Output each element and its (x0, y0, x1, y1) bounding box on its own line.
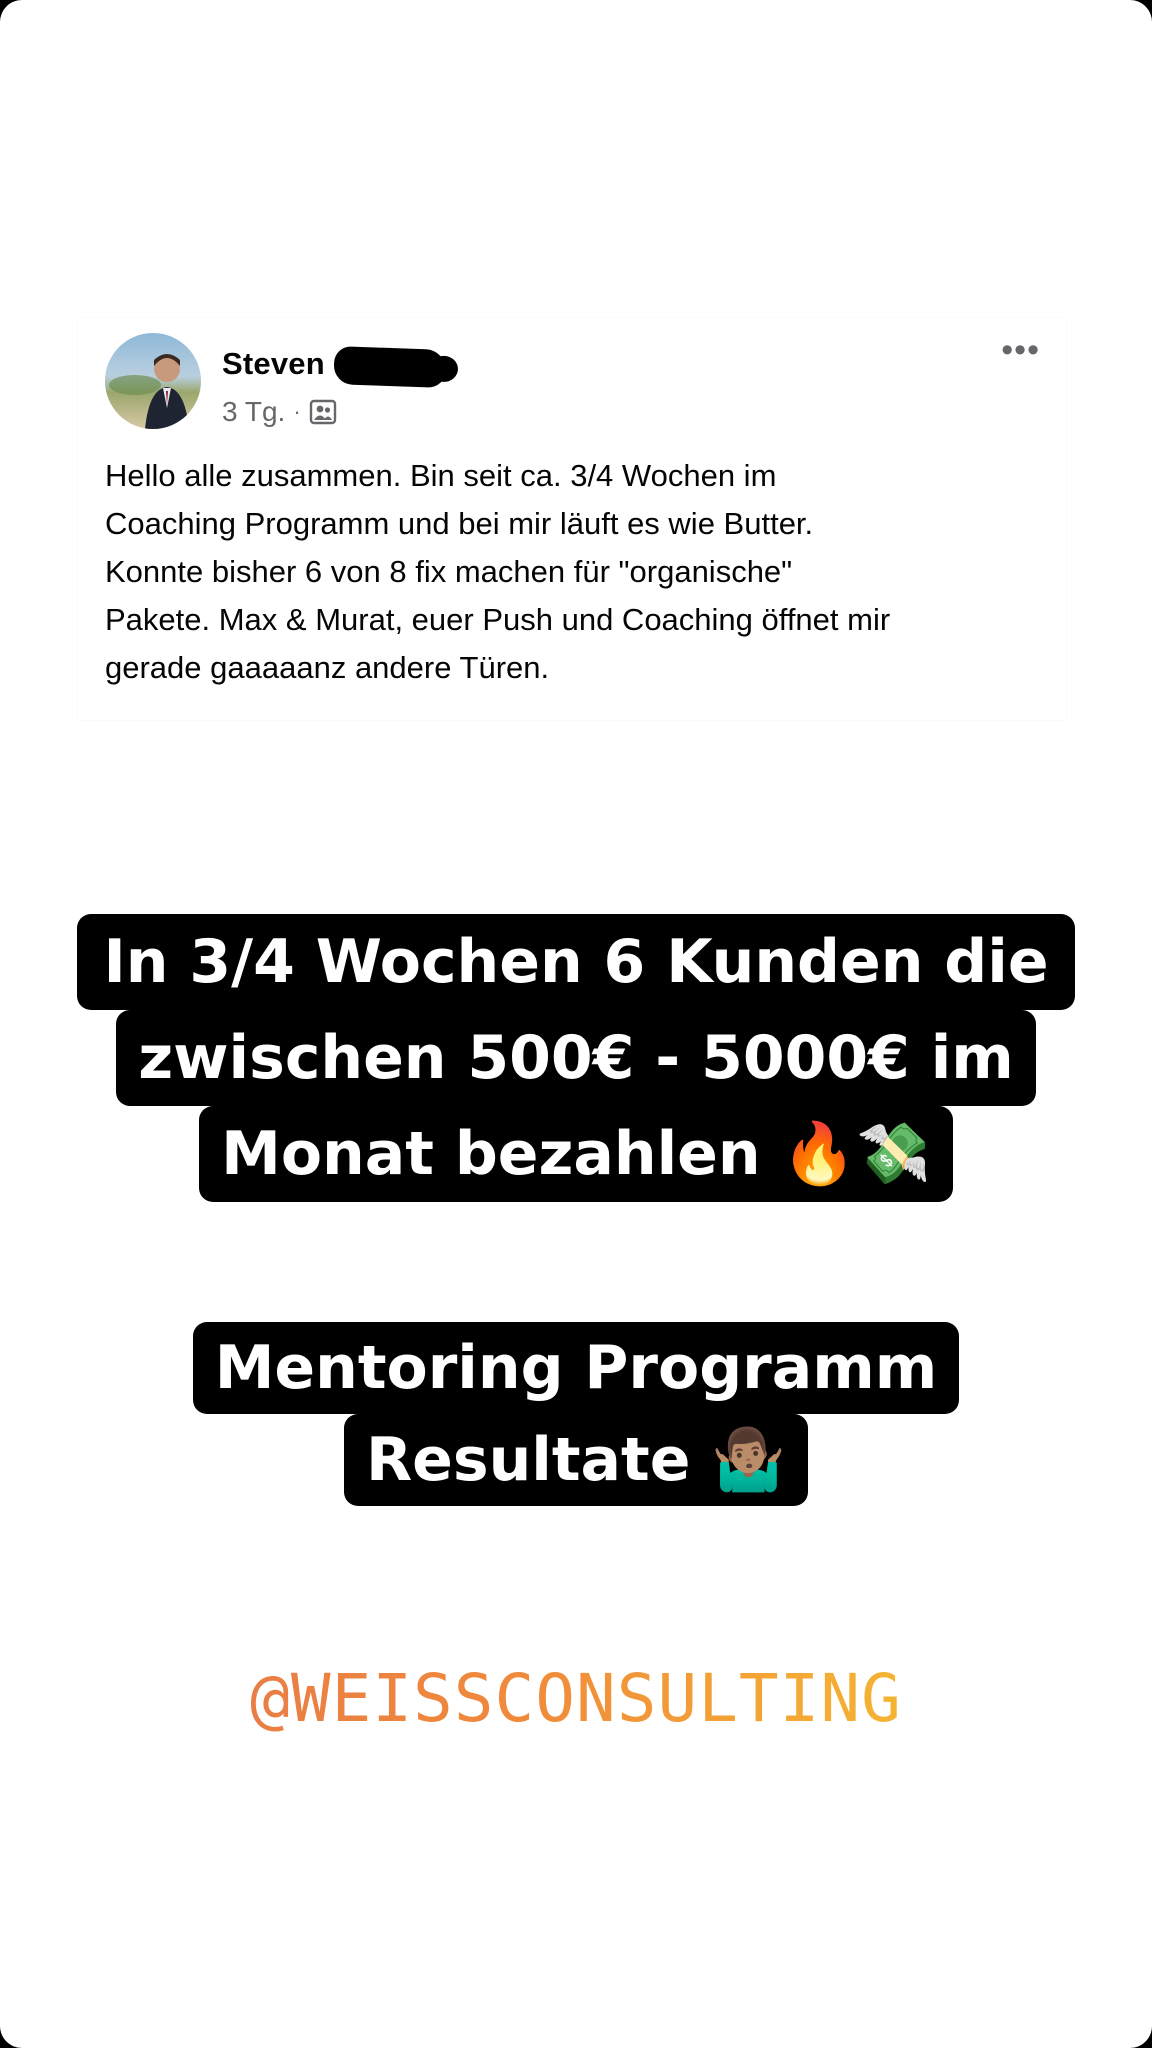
subline-line-2: Resultate 🤷🏽‍♂️ (344, 1414, 808, 1506)
headline-caption (0, 914, 1152, 1202)
post-body-text: Hello alle zusammen. Bin seit ca. 3/4 Wochen im Coaching Programm und bei mir läuft es wie Butter. Konnte bisher 6 von 8 fix machen für "organische" Pakete. Max & Murat, euer Push und Coaching öffnet mir gerade gaaaaanz andere Türen. (105, 458, 891, 685)
author-avatar[interactable] (105, 333, 201, 429)
group-audience-icon (309, 398, 337, 426)
headline-line-3: Monat bezahlen 🔥💸 (199, 1106, 953, 1202)
author-name[interactable]: Steven (222, 346, 325, 381)
more-options-icon[interactable]: ••• (1001, 331, 1040, 369)
subline-line-1: Mentoring Programm (193, 1322, 960, 1414)
headline-line-2: zwischen 500€ - 5000€ im (116, 1010, 1036, 1106)
redaction-mark (333, 346, 446, 388)
post-card (78, 318, 1066, 720)
mention-sticker[interactable]: @WEISSCONSULTING (0, 1660, 1152, 1737)
subline-caption (0, 1322, 1152, 1506)
meta-separator: · (293, 399, 301, 424)
post-meta (222, 396, 337, 428)
post-timestamp[interactable]: 3 Tg. (222, 396, 286, 427)
headline-line-1: In 3/4 Wochen 6 Kunden die (77, 914, 1074, 1010)
